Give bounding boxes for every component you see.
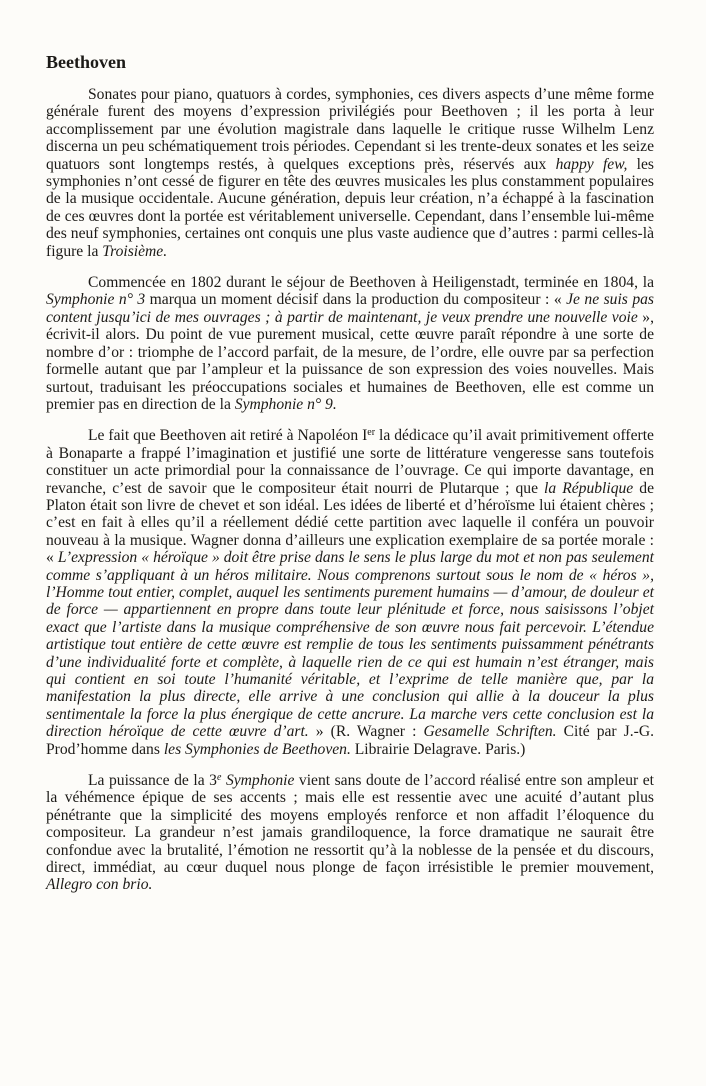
superscript: er (367, 427, 376, 439)
text-run: vient sans doute de l’accord réalisé entre son ampleur et la véhémence épique de ses accents ; mais elle est ressentie avec une acuité d’autant plus pénétrante que la simplicité des moyens employés renforce et non affadit l’éloquence du compositeur. La grandeur n’est jamais grandiloquence, la force dramatique ne saurait être confondue avec la brutalité, l’émotion ne ressortit qu’à la noblesse de la pensée et du discours, direct, immédiat, au cœur duquel nous plonge de façon irrésistible le premier mouvement, (46, 772, 654, 877)
italic-text: Gesamelle Schriften. (423, 723, 557, 741)
text-run: Sonates pour piano, quatuors à cordes, symphonies, ces divers aspects d’une même forme générale furent des moyens d’expression privilégiés pour Beethoven ; il les porta à leur accomplissement par une évolution magistrale dans laquelle le critique russe Wilhelm Lenz discerna un peu schématiquement trois périodes. Cependant si les trente-deux sonates et les seize quatuors sont longtemps restés, à quelques exceptions près, réservés aux (46, 86, 654, 173)
text-run: Commencée en 1802 durant le séjour de Beethoven à Heiligenstadt, terminée en 1804, la (88, 274, 654, 292)
italic-text: Allegro con brio. (46, 876, 153, 894)
text-run: », écrivit-il alors. Du point de vue purement musical, cette œuvre paraît répondre à une sorte de nombre d’or : triomphe de l’accord parfait, de la mesure, de l’ordre, elle ouvre par sa perfection formelle autant que par l’ampleur et la puissance de son expression des voies nouvelles. Mais surtout, traduisant les préoccupations sociales et humaines de Beethoven, elle est comme un premier pas en direction de la (46, 308, 654, 413)
article-body (46, 86, 654, 894)
text-run: de Platon était son livre de chevet et son idéal. Les idées de liberté et d’héroïsme lui étaient chères ; c’est en fait à elles qu’il a réellement dédié cette partition avec laquelle il conféra un pouvoir nouveau à la musique. Wagner donna d’ailleurs une explication exemplaire de sa portée morale : « (46, 479, 654, 567)
italic-text: la République (544, 479, 634, 497)
article (46, 50, 654, 908)
italic-text: les Symphonies de Beethoven. (163, 740, 351, 758)
text-run: Cité par J.-G. Prod’homme dans (46, 723, 655, 758)
text-run: la dédicace qu’il avait primitivement offerte à Bonaparte a frappé l’imagination et justifié une sorte de littérature vengeresse sans toutefois constituer un acte primordial pour la connaissance de l’ouvrage. Ce qui importe davantage, en revanche, c’est de savoir que le compositeur était nourri de Plutarque ; que (46, 427, 654, 497)
text-run: Le fait que Beethoven ait retiré à Napoléon I (88, 427, 368, 445)
superscript: e (216, 772, 222, 784)
text-run: Librairie Delagrave. Paris.) (350, 740, 526, 758)
italic-text: Symphonie n° 3 (46, 291, 146, 309)
italic-text: Je ne suis pas content jusqu’ici de mes ouvrages ; à partir de maintenant, je veux prendre une nouvelle voie (46, 291, 654, 326)
text-run: » (R. Wagner : (308, 723, 424, 741)
italic-text: Symphonie (225, 772, 295, 790)
paragraph-1 (46, 86, 654, 260)
text-run: marqua un moment décisif dans la production du compositeur : « (145, 291, 567, 309)
italic-text: L’expression « héroïque » doit être prise dans le sens le plus large du mot et non pas seulement comme s’appliquant à un héros militaire. Nous comprenons surtout sous le nom de « héros », l’Homme tout entier, complet, auquel les sentiments purement humains — d’amour, de douleur et de force — appartiennent en propre dans toute leur plénitude et force, nous saisissons l’objet exact que l’artiste dans la musique compréhensive de son œuvre nous fait percevoir. L’étendue artistique tout entière de cette œuvre est remplie de tous les sentiments puissamment pénétrants d’une individualité forte et complète, à laquelle rien de ce qui est humain n’est étranger, mais qui contient en soi toute l’humanité véritable, et l’exprime de telle manière que, par la manifestation la plus directe, elle arrive à une conclusion qui allie à la douceur la plus sentimentale la force la plus énergique de cette ancrure. La marche vers cette conclusion est la direction héroïque de cette œuvre d’art. (46, 549, 654, 741)
paragraph-3 (46, 427, 654, 758)
italic-text: Symphonie n° 9. (234, 395, 337, 413)
paragraph-2 (46, 274, 654, 413)
paragraph-4 (46, 772, 654, 894)
text-run: La puissance de la 3 (88, 772, 217, 790)
italic-text: Troisième. (102, 242, 168, 260)
italic-text: happy few, (555, 155, 628, 173)
text-run: les symphonies n’ont cessé de figurer en tête des œuvres musicales les plus constamment populaires de la musique occidentale. Aucune génération, depuis leur création, n’a échappé à la fascination de ces œuvres dont la portée est véritablement universelle. Cependant, dans l’ensemble lui-même des neuf symphonies, certaines ont conquis une plus vaste audience que d’autres : parmi celles-là figure la (46, 155, 654, 260)
article-title: Beethoven (46, 52, 126, 72)
